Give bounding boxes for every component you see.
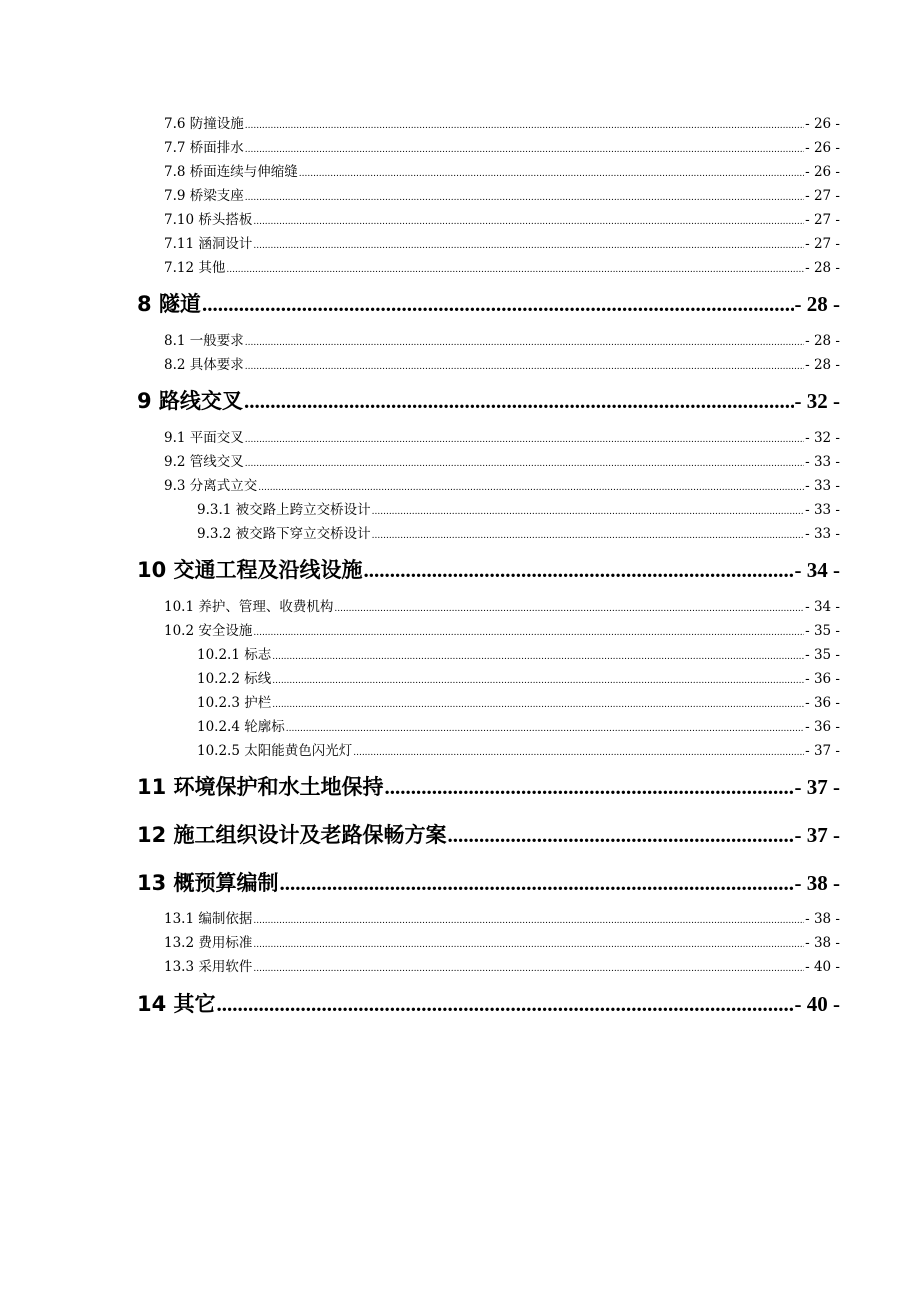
toc-entry-title: 10.2.3 护栏	[197, 695, 272, 711]
toc-entry-title: 9 路线交叉	[137, 389, 243, 413]
toc-dot-leader	[272, 695, 804, 711]
toc-chapter-entry[interactable]	[137, 385, 840, 411]
toc-chapter-entry[interactable]	[137, 771, 840, 797]
toc-entry-title: 9.2 管线交叉	[164, 454, 244, 470]
toc-page-number: - 35 -	[805, 647, 840, 663]
toc-section-entry[interactable]	[164, 931, 840, 949]
toc-page-number: - 37 -	[805, 743, 840, 759]
toc-entry-title: 7.11 涵洞设计	[164, 236, 253, 252]
toc-page-number: - 36 -	[805, 719, 840, 735]
toc-page-number: - 27 -	[805, 212, 840, 228]
toc-page-number: - 28 -	[805, 260, 840, 276]
toc-chapter-entry[interactable]	[137, 988, 840, 1014]
toc-page-number: - 33 -	[805, 526, 840, 542]
toc-dot-leader	[253, 236, 804, 252]
toc-section-entry[interactable]	[164, 256, 840, 274]
toc-dot-leader	[258, 478, 804, 494]
toc-chapter-entry[interactable]	[137, 867, 840, 893]
toc-section-entry[interactable]	[164, 232, 840, 250]
toc-page-number: - 40 -	[805, 959, 840, 975]
toc-chapter-entry[interactable]	[137, 554, 840, 580]
toc-chapter-entry[interactable]	[137, 819, 840, 845]
toc-page-number: - 38 -	[805, 935, 840, 951]
toc-entry-title: 10.1 养护、管理、收费机构	[164, 599, 334, 615]
toc-page-number: - 38 -	[794, 871, 840, 895]
toc-entry-title: 13.1 编制依据	[164, 911, 253, 927]
toc-dot-leader	[334, 599, 804, 615]
toc-dot-leader	[226, 260, 804, 276]
toc-section-entry[interactable]	[164, 160, 840, 178]
toc-subsection-entry[interactable]	[197, 643, 840, 661]
toc-dot-leader	[364, 558, 794, 583]
toc-entry-title: 7.6 防撞设施	[164, 116, 244, 132]
toc-entry-title: 13.3 采用软件	[164, 959, 253, 975]
toc-entry-title: 9.3 分离式立交	[164, 478, 258, 494]
toc-section-entry[interactable]	[164, 907, 840, 925]
toc-page-number: - 27 -	[805, 236, 840, 252]
toc-section-entry[interactable]	[164, 595, 840, 613]
toc-subsection-entry[interactable]	[197, 522, 840, 540]
toc-dot-leader	[245, 430, 804, 446]
toc-page-number: - 26 -	[805, 164, 840, 180]
toc-subsection-entry[interactable]	[197, 739, 840, 757]
toc-dot-leader	[217, 992, 794, 1017]
toc-dot-leader	[372, 526, 804, 542]
toc-dot-leader	[272, 647, 804, 663]
toc-dot-leader	[245, 357, 804, 373]
toc-dot-leader	[372, 502, 804, 518]
toc-dot-leader	[353, 743, 804, 759]
toc-entry-title: 8.2 具体要求	[164, 357, 244, 373]
toc-dot-leader	[286, 719, 804, 735]
toc-dot-leader	[280, 871, 794, 896]
toc-section-entry[interactable]	[164, 184, 840, 202]
toc-section-entry[interactable]	[164, 450, 840, 468]
toc-section-entry[interactable]	[164, 955, 840, 973]
toc-page-number: - 36 -	[805, 671, 840, 687]
toc-page-number: - 37 -	[794, 775, 840, 799]
toc-dot-leader	[299, 164, 804, 180]
toc-page-number: - 32 -	[805, 430, 840, 446]
toc-section-entry[interactable]	[164, 353, 840, 371]
toc-section-entry[interactable]	[164, 208, 840, 226]
toc-entry-title: 13 概预算编制	[137, 871, 279, 895]
toc-entry-title: 8.1 一般要求	[164, 333, 244, 349]
toc-entry-title: 10.2.4 轮廓标	[197, 719, 285, 735]
toc-page-number: - 26 -	[805, 116, 840, 132]
toc-section-entry[interactable]	[164, 329, 840, 347]
toc-page-number: - 27 -	[805, 188, 840, 204]
toc-dot-leader	[245, 116, 804, 132]
toc-dot-leader	[253, 212, 804, 228]
toc-entry-title: 7.9 桥梁支座	[164, 188, 244, 204]
toc-entry-title: 7.8 桥面连续与伸缩缝	[164, 164, 298, 180]
toc-page-number: - 26 -	[805, 140, 840, 156]
toc-entry-title: 11 环境保护和水土地保持	[137, 775, 384, 799]
toc-dot-leader	[245, 188, 804, 204]
toc-dot-leader	[385, 775, 794, 800]
toc-page-number: - 38 -	[805, 911, 840, 927]
toc-dot-leader	[244, 389, 794, 414]
toc-page-number: - 36 -	[805, 695, 840, 711]
toc-entry-title: 7.12 其他	[164, 260, 226, 276]
toc-dot-leader	[245, 333, 804, 349]
toc-entry-title: 10.2 安全设施	[164, 623, 253, 639]
toc-dot-leader	[245, 140, 804, 156]
toc-page-number: - 33 -	[805, 502, 840, 518]
toc-entry-title: 9.3.2 被交路下穿立交桥设计	[197, 526, 371, 542]
toc-dot-leader	[253, 911, 804, 927]
toc-entry-title: 12 施工组织设计及老路保畅方案	[137, 823, 447, 847]
toc-page-number: - 28 -	[805, 333, 840, 349]
toc-dot-leader	[202, 292, 794, 317]
toc-page-number: - 37 -	[794, 823, 840, 847]
toc-dot-leader	[253, 959, 804, 975]
toc-section-entry[interactable]	[164, 136, 840, 154]
toc-entry-title: 14 其它	[137, 992, 216, 1016]
toc-section-entry[interactable]	[164, 426, 840, 444]
toc-subsection-entry[interactable]	[197, 498, 840, 516]
toc-dot-leader	[253, 935, 804, 951]
toc-entry-title: 13.2 费用标准	[164, 935, 253, 951]
toc-subsection-entry[interactable]	[197, 715, 840, 733]
toc-entry-title: 7.10 桥头搭板	[164, 212, 253, 228]
toc-page-number: - 40 -	[794, 992, 840, 1016]
toc-entry-title: 8 隧道	[137, 292, 201, 316]
toc-section-entry[interactable]	[164, 112, 840, 130]
toc-dot-leader	[253, 623, 804, 639]
toc-entry-title: 10 交通工程及沿线设施	[137, 558, 363, 582]
toc-entry-title: 7.7 桥面排水	[164, 140, 244, 156]
toc-page-number: - 33 -	[805, 478, 840, 494]
toc-page-number: - 28 -	[794, 292, 840, 316]
toc-entry-title: 10.2.1 标志	[197, 647, 272, 663]
toc-page-number: - 34 -	[794, 558, 840, 582]
toc-page-number: - 32 -	[794, 389, 840, 413]
toc-page-number: - 33 -	[805, 454, 840, 470]
toc-subsection-entry[interactable]	[197, 691, 840, 709]
toc-entry-title: 10.2.2 标线	[197, 671, 272, 687]
toc-dot-leader	[272, 671, 804, 687]
toc-chapter-entry[interactable]	[137, 288, 840, 314]
toc-entry-title: 10.2.5 太阳能黄色闪光灯	[197, 743, 353, 759]
toc-entry-title: 9.3.1 被交路上跨立交桥设计	[197, 502, 371, 518]
toc-entry-title: 9.1 平面交叉	[164, 430, 244, 446]
toc-dot-leader	[245, 454, 804, 470]
toc-section-entry[interactable]	[164, 619, 840, 637]
toc-section-entry[interactable]	[164, 474, 840, 492]
toc-page-number: - 28 -	[805, 357, 840, 373]
toc-page-number: - 35 -	[805, 623, 840, 639]
toc-dot-leader	[448, 823, 794, 848]
toc-subsection-entry[interactable]	[197, 667, 840, 685]
toc-page-number: - 34 -	[805, 599, 840, 615]
